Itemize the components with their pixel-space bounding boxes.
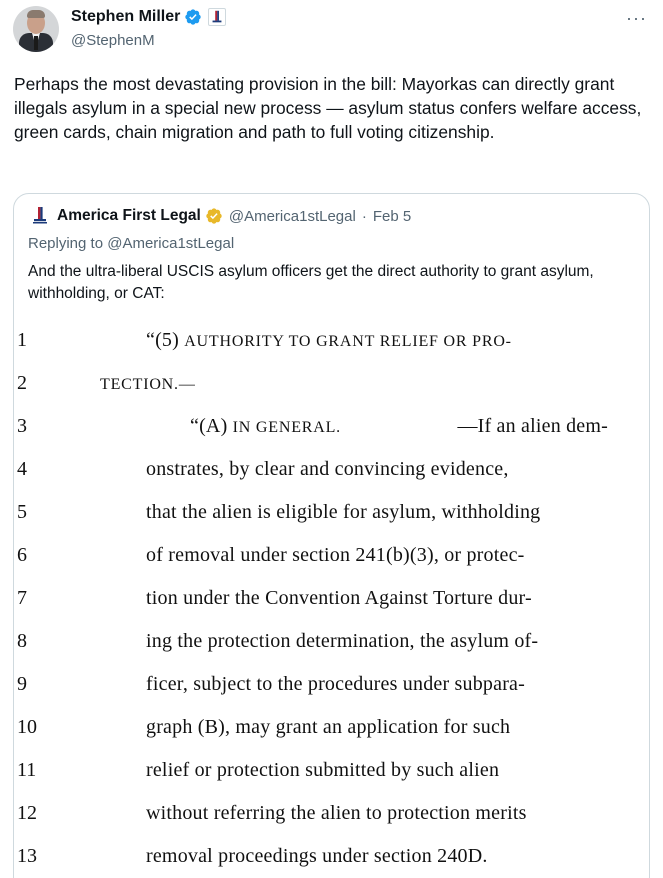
- bill-line: onstrates, by clear and convincing evidence,: [146, 458, 509, 480]
- bill-line: tion under the Convention Against Torture dur-: [146, 587, 532, 609]
- affiliation-badge-icon[interactable]: [208, 8, 226, 26]
- bill-line: that the alien is eligible for asylum, withholding: [146, 501, 541, 523]
- bill-line: [190, 415, 608, 438]
- line-number: 8: [17, 630, 27, 652]
- line-number: 13: [17, 845, 37, 867]
- bill-line-rest: —If an alien dem-: [457, 415, 608, 437]
- bill-line: relief or protection submitted by such alien: [146, 759, 500, 781]
- verified-badge-icon[interactable]: [184, 8, 202, 26]
- quoted-tweet-card[interactable]: [13, 193, 650, 878]
- bill-line: ficer, subject to the procedures under subpara-: [146, 673, 525, 695]
- line-number: 4: [17, 458, 27, 480]
- quoted-tweet-text: And the ultra-liberal USCIS asylum officers get the direct authority to grant asylum, withholding, or CAT:: [28, 263, 594, 302]
- bill-line: ing the protection determination, the asylum of-: [146, 630, 539, 652]
- author-display-name[interactable]: Stephen Miller: [71, 8, 181, 25]
- author-handle[interactable]: @StephenM: [71, 32, 155, 49]
- bill-text-image[interactable]: [14, 319, 650, 878]
- line-number: 12: [17, 802, 37, 824]
- bill-line: [100, 372, 196, 395]
- quoted-date[interactable]: Feb 5: [372, 207, 412, 225]
- bill-heading-caps: TECTION.—: [100, 376, 196, 393]
- quoted-handle[interactable]: @America1stLegal: [228, 207, 356, 225]
- bill-line-text: “(5): [146, 329, 185, 351]
- tweet-text: Perhaps the most devastating provision in the bill: Mayorkas can directly grant illegals asylum in a special new process — asylum status confers welfare access, green cards, chain migration and path to full voting citizenship.: [14, 74, 642, 142]
- author-name-row: [71, 8, 226, 26]
- america-first-legal-logo-icon: [31, 206, 49, 226]
- quoted-display-name[interactable]: America First Legal: [57, 207, 201, 224]
- bill-line: graph (B), may grant an application for such: [146, 716, 511, 738]
- line-number: 11: [17, 759, 37, 781]
- quoted-separator: ·: [361, 207, 367, 225]
- bill-line-text: “(A): [190, 415, 233, 437]
- bill-heading-caps: IN GENERAL.: [232, 419, 341, 436]
- line-number: 7: [17, 587, 27, 609]
- line-number: 2: [17, 372, 27, 394]
- bill-line: removal proceedings under section 240D.: [146, 845, 488, 867]
- line-number: 1: [17, 329, 27, 351]
- line-number: 5: [17, 501, 27, 523]
- avatar-hair: [27, 10, 45, 18]
- line-number: 9: [17, 673, 27, 695]
- bill-heading-caps: AUTHORITY TO GRANT RELIEF OR PRO-: [184, 333, 512, 350]
- gold-verified-badge-icon[interactable]: [205, 207, 223, 225]
- author-avatar[interactable]: [13, 6, 59, 52]
- more-options-icon[interactable]: ···: [626, 8, 647, 28]
- bill-line: [146, 329, 512, 352]
- quoted-header: [31, 206, 411, 226]
- replying-to-text[interactable]: Replying to @America1stLegal: [28, 235, 235, 252]
- line-number: 6: [17, 544, 27, 566]
- avatar-tie: [34, 36, 38, 50]
- bill-line: without referring the alien to protection merits: [146, 802, 527, 824]
- line-number: 10: [17, 716, 37, 738]
- line-number: 3: [17, 415, 27, 437]
- bill-line: of removal under section 241(b)(3), or protec-: [146, 544, 525, 566]
